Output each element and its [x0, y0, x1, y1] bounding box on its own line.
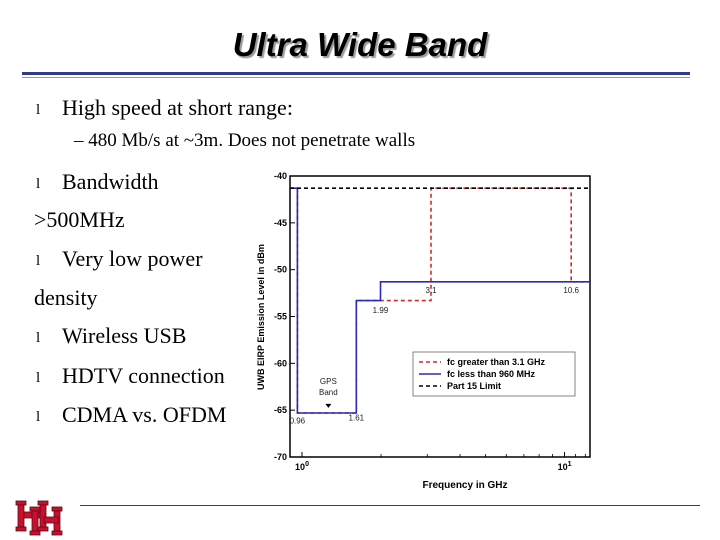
chart-annotation: 3.1: [425, 286, 437, 296]
y-tick-label: -55: [273, 311, 287, 322]
chart-annotation: Band: [319, 388, 338, 398]
chart-annotation: 1.99: [372, 305, 389, 315]
bullet-low-power: Very low power: [62, 246, 203, 271]
legend-label: fc greater than 3.1 GHz: [447, 357, 546, 367]
chart-annotation: 10.6: [563, 286, 579, 296]
legend-label: Part 15 Limit: [447, 381, 502, 391]
legend-label: fc less than 960 MHz: [447, 369, 536, 379]
bullet-glyph: l: [36, 370, 41, 386]
chart-annotation: 0.96: [289, 416, 306, 426]
plot-frame: [290, 176, 590, 457]
chart-annotation: GPS: [319, 376, 337, 386]
x-tick-label: $10^1$: [557, 461, 572, 472]
bullet-hdtv: HDTV connection: [62, 363, 225, 388]
y-tick-label: -60: [273, 358, 287, 369]
uwb-emission-chart: [250, 165, 595, 495]
bullet-high-speed: High speed at short range:: [62, 95, 293, 120]
bullet-cdma-ofdm: CDMA vs. OFDM: [62, 402, 227, 427]
bullet-bandwidth: Bandwidth: [62, 169, 159, 194]
slide-title: Ultra Wide Band: [232, 26, 488, 63]
footer-rule: [80, 505, 700, 506]
title-divider: [22, 72, 690, 75]
bullet-glyph: l: [36, 330, 41, 346]
y-axis-label: UWB EIRP Emission Level in dBm: [256, 244, 266, 390]
y-tick-label: -70: [273, 452, 287, 462]
y-tick-label: -65: [273, 405, 287, 416]
y-tick-label: -45: [273, 217, 287, 228]
bandwidth-continuation: >500MHz: [34, 207, 125, 232]
bullet-glyph: l: [36, 102, 41, 118]
sub-bullet-480mbs: – 480 Mb/s at ~3m. Does not penetrate walls: [74, 130, 416, 151]
title-divider-thin: [22, 77, 690, 78]
bullet-glyph: l: [36, 176, 41, 192]
bullet-glyph: l: [36, 253, 41, 269]
low-power-continuation: density: [34, 285, 98, 310]
y-tick-label: -50: [273, 264, 287, 275]
bullet-wireless-usb: Wireless USB: [62, 323, 187, 348]
x-axis-label: Frequency in GHz: [422, 480, 508, 491]
university-logo: [14, 497, 72, 537]
x-tick-label: $10^0$: [295, 461, 309, 472]
bullet-glyph: l: [36, 409, 41, 425]
chart-annotation: 1.61: [348, 413, 365, 423]
y-tick-label: -40: [273, 171, 287, 181]
